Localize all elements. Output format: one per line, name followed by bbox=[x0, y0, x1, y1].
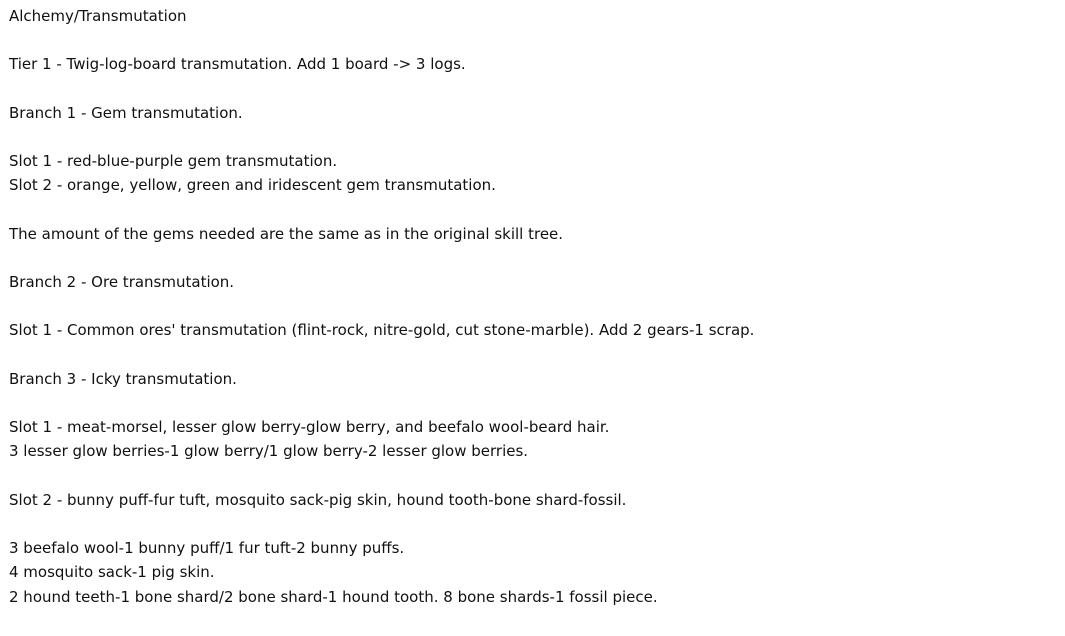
branch-3-slot-1-detail: 3 lesser glow berries-1 glow berry/1 glow berry-2 lesser glow berries. bbox=[9, 442, 529, 461]
blank-line bbox=[9, 198, 1059, 222]
branch-3-heading: Branch 3 - Icky transmutation. bbox=[9, 369, 237, 388]
document-body bbox=[9, 4, 1059, 609]
branch-3-slot-1: Slot 1 - meat-morsel, lesser glow berry-glow berry, and beefalo wool-beard hair. bbox=[9, 418, 610, 437]
branch-1-slot-2: Slot 2 - orange, yellow, green and iridescent gem transmutation. bbox=[9, 176, 496, 195]
blank-line bbox=[9, 125, 1059, 149]
blank-line bbox=[9, 391, 1059, 415]
branch-2-heading: Branch 2 - Ore transmutation. bbox=[9, 273, 235, 292]
branch-3-slot-2: Slot 2 - bunny puff-fur tuft, mosquito sack-pig skin, hound tooth-bone shard-fossil. bbox=[9, 490, 627, 509]
blank-line bbox=[9, 294, 1059, 318]
tier-1-line: Tier 1 - Twig-log-board transmutation. Add 1 board -> 3 logs. bbox=[9, 55, 466, 74]
blank-line bbox=[9, 343, 1059, 367]
branch-3-detail-1: 3 beefalo wool-1 bunny puff/1 fur tuft-2 bunny puffs. bbox=[9, 539, 405, 558]
blank-line bbox=[9, 246, 1059, 270]
document-title: Alchemy/Transmutation bbox=[9, 7, 187, 25]
branch-1-note: The amount of the gems needed are the same as in the original skill tree. bbox=[9, 224, 564, 243]
blank-line bbox=[9, 464, 1059, 488]
branch-3-detail-3: 2 hound teeth-1 bone shard/2 bone shard-1 hound tooth. 8 bone shards-1 fossil piece. bbox=[9, 587, 658, 606]
branch-1-slot-1: Slot 1 - red-blue-purple gem transmutation. bbox=[9, 152, 338, 171]
branch-2-slot-1: Slot 1 - Common ores' transmutation (flint-rock, nitre-gold, cut stone-marble). Add 2 gears-1 scrap. bbox=[9, 321, 755, 340]
branch-3-detail-2: 4 mosquito sack-1 pig skin. bbox=[9, 563, 215, 582]
blank-line bbox=[9, 512, 1059, 536]
blank-line bbox=[9, 28, 1059, 52]
blank-line bbox=[9, 77, 1059, 101]
branch-1-heading: Branch 1 - Gem transmutation. bbox=[9, 103, 243, 122]
